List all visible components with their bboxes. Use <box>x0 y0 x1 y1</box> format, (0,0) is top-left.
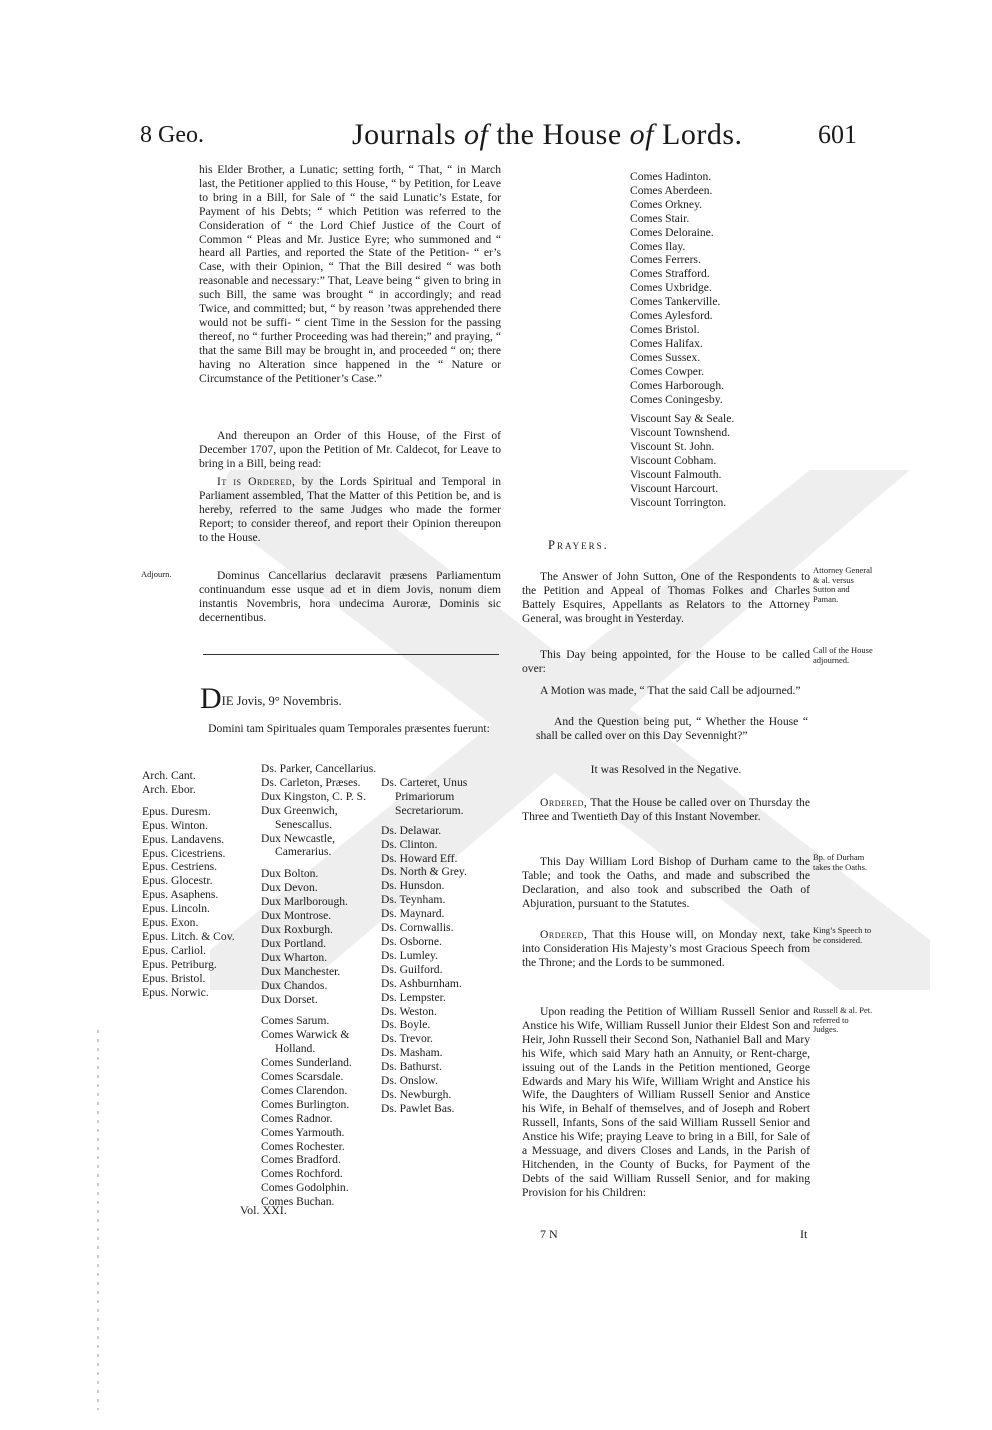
list-item: Ds. Delawar. <box>381 823 442 837</box>
list-item: Viscount Harcourt. <box>630 481 719 495</box>
list-item: Comes Burlington. <box>261 1097 350 1111</box>
list-item: Comes Yarmouth. <box>261 1125 345 1139</box>
list-item: Epus. Exon. <box>142 916 199 930</box>
list-item: Comes Bristol. <box>630 322 700 336</box>
header-title: Journals of the House of Lords. <box>352 118 743 151</box>
list-item: Viscount Townshend. <box>630 426 731 440</box>
list-item: Comes Halifax. <box>630 336 703 350</box>
list-item: Dux Wharton. <box>261 950 328 964</box>
list-item: Viscount Say & Seale. <box>630 412 735 426</box>
list-item: Ds. Howard Eff. <box>381 851 458 865</box>
russell-petition-paragraph: Upon reading the Petition of William Russell Senior and Anstice his Wife, William Russell Junior their Eldest Son and Heir, John Russell their Second Son, Nathaniel Ball and Mary his Wife, which said Mary hath an Annuity, or Rent-charge, issuing out of the Lands in the Petition mentioned, George Edwards and Mary his Wife, William Wright and Anstice his Wife, the Daughters of William Russell Senior and Anstice his Wife, in Behalf of themselves, and of Joseph and Robert Russell, Infants, Sons of the said William Russell Senior and Anstice his Wife; praying Leave to bring in a Bill, for Sale of a Messuage, and divers Closes and Lands, in the Parish of Hitchenden, in the County of Bucks, for Payment of the Debts of the said William Russell Senior, and for making Provision for his Children: <box>522 1005 810 1199</box>
list-item: Viscount Cobham. <box>630 454 717 468</box>
list-item: Comes Orkney. <box>630 197 703 211</box>
list-bishops <box>142 769 260 1000</box>
list-item: Ds. Hunsdon. <box>381 879 445 893</box>
list-item: Arch. Ebor. <box>142 782 196 796</box>
answer-paragraph: The Answer of John Sutton, One of the Respondents to the Petition and Appeal of Thomas Folkes and Charles Battely Esquires, Appellants as Relators to the Attorney General, was brought in Yesterday. <box>522 570 810 625</box>
list-item: Ds. Bathurst. <box>381 1060 442 1074</box>
list-comites-viscounts <box>630 170 790 510</box>
list-item: Ds. Newburgh. <box>381 1087 452 1101</box>
list-item: Dux Greenwich, Senescallus. <box>261 803 338 831</box>
list-item: Comes Deloraine. <box>630 225 714 239</box>
list-item: Dux Bolton. <box>261 867 319 881</box>
list-item: Ds. Carleton, Præses. <box>261 775 361 789</box>
list-item: Ds. Onslow. <box>381 1074 438 1088</box>
list-item: Ds. Cornwallis. <box>381 921 454 935</box>
list-item: Dux Montrose. <box>261 909 332 923</box>
list-item: Comes Stair. <box>630 211 690 225</box>
margin-note-adjourn: Adjourn. <box>141 569 172 579</box>
list-item: Ds. Parker, Cancellarius. <box>261 762 377 775</box>
list-item: Comes Warwick & Holland. <box>261 1028 350 1056</box>
list-item: Comes Harborough. <box>630 378 725 392</box>
list-item: Ds. Pawlet Bas. <box>381 1101 455 1115</box>
list-item: Dux Marlborough. <box>261 895 348 909</box>
list-item: Comes Sarum. <box>261 1014 330 1028</box>
list-item: Comes Cowper. <box>630 364 705 378</box>
present-lords-heading: Domini tam Spirituales quam Temporales præsentes fuerunt: <box>208 722 490 735</box>
list-item: Dux Kingston, C. P. S. <box>261 789 367 803</box>
list-item: Epus. Cestriens. <box>142 860 218 874</box>
adjournment-paragraph: Dominus Cancellarius declaravit præsens Parliamentum continuandum esse usque ad et in diem Jovis, nonum diem instantis Novembris, hora undecima Auroræ, Dominis sic decernentibus. <box>199 569 501 624</box>
ordered-paragraph: It is Ordered, by the Lords Spiritual and Temporal in Parliament assembled, That the Matter of this Petition be, and is hereby, referred to the same Judges who made the former Report; to consider thereof, and report their Opinion thereupon to the House. <box>199 475 501 544</box>
list-item: Epus. Glocestr. <box>142 874 213 888</box>
list-item: Epus. Lincoln. <box>142 902 210 916</box>
section-title-prayers: Prayers. <box>548 538 609 552</box>
list-item: Ds. Masham. <box>381 1046 443 1060</box>
list-item: Dux Devon. <box>261 881 318 895</box>
list-item: Ds. Carteret, Unus Primariorum Secretariorum. <box>381 776 468 817</box>
order-thereupon: And thereupon an Order of this House, of the First of December 1707, upon the Petition of Mr. Caldecot, for Leave to bring in a Bill, being read: <box>199 429 501 470</box>
list-item: Dux Portland. <box>261 936 327 950</box>
day-heading: DIE Jovis, 9° Novembris. <box>200 682 342 715</box>
list-item: Comes Rochford. <box>261 1167 343 1181</box>
list-item: Ds. Lumley. <box>381 948 438 962</box>
list-item: Comes Buchan. <box>261 1195 335 1209</box>
list-item: Ds. Osborne. <box>381 934 442 948</box>
list-item: Comes Rochester. <box>261 1139 345 1153</box>
margin-note-kings-speech: King’s Speech to be considered. <box>813 925 872 945</box>
ordered-call-over: Ordered, That the House be called over on Thursday the Three and Twentieth Day of this Instant November. <box>522 796 810 823</box>
list-item: Ds. Weston. <box>381 1004 437 1018</box>
list-item: Comes Bradford. <box>261 1153 341 1167</box>
kings-speech-paragraph: Ordered, That this House will, on Monday next, take into Consideration His Majesty’s most Gracious Speech from the Throne; and the Lords to be summoned. <box>522 928 810 969</box>
list-item: Comes Clarendon. <box>261 1083 348 1097</box>
question-paragraph: And the Question being put, “ Whether the House “ shall be called over on this Day Sevennight?” <box>536 715 808 742</box>
list-item: Comes Aberdeen. <box>630 183 713 197</box>
list-item: Epus. Winton. <box>142 818 208 832</box>
footer-signature: 7 N <box>540 1227 558 1241</box>
margin-note-russell: Russell & al. Pet. referred to Judges. <box>813 1005 873 1034</box>
list-item: Dux Newcastle, Camerarius. <box>261 831 336 859</box>
margin-note-call: Call of the House adjourned. <box>813 645 873 665</box>
list-item: Comes Godolphin. <box>261 1181 349 1195</box>
header-page-number: 601 <box>818 120 857 149</box>
list-item: Epus. Bristol. <box>142 971 206 985</box>
list-item: Comes Ferrers. <box>630 253 701 267</box>
list-officers-dukes-earls <box>261 762 381 1209</box>
section-rule <box>203 654 499 655</box>
resolved-line: It was Resolved in the Negative. <box>590 763 742 776</box>
list-item: Dux Manchester. <box>261 964 341 978</box>
list-item: Viscount Torrington. <box>630 495 727 509</box>
list-item: Epus. Asaphens. <box>142 888 219 902</box>
list-item: Ds. Teynham. <box>381 893 446 907</box>
margin-note-attorney: Attorney General & al. versus Sutton and Paman. <box>813 565 873 604</box>
scan-edge-marks <box>90 1030 106 1410</box>
margin-note-bishop: Bp. of Durham takes the Oaths. <box>813 852 868 872</box>
list-item: Ds. Clinton. <box>381 837 438 851</box>
footer-volume: Vol. XXI. <box>240 1203 287 1217</box>
petition-quote: his Elder Brother, a Lunatic; setting forth, “ That, “ in March last, the Petitioner applied to this House, “ by Petition, for Leave to bring in a Bill, for Sale of “ the said Lunatic’s Estate, for Payment of his Debts; “ which Petition was referred to the Consideration of “ the Lord Chief Justice of the Court of Common “ Pleas and Mr. Justice Eyre; who summoned and “ heard all Parties, and reported the State of the Petition- “ er’s Case, with their Opinion, “ That the Bill desired “ was both reasonable and necessary:” That, Leave being “ given to bring in such Bill, the same was brought “ in accordingly; and read Twice, and committed; but, “ by reason ’twas apprehended there would not be suffi- “ cient Time in the Session for the passing thereof, no “ further Proceeding was had therein;” and praying, “ that the same Bill may be brought in, and proceeded “ on; there having no Alteration since happened in the “ Nature or Circumstance of the Petitioner’s Case.” <box>199 163 501 385</box>
list-item: Comes Coningesby. <box>630 392 723 406</box>
list-item: Viscount Falmouth. <box>630 468 722 482</box>
list-item: Epus. Norwic. <box>142 985 209 999</box>
list-item: Comes Strafford. <box>630 267 710 281</box>
list-item: Ds. Trevor. <box>381 1032 433 1046</box>
list-item: Comes Aylesford. <box>630 309 713 323</box>
list-item: Epus. Duresm. <box>142 804 211 818</box>
call-over-paragraph: This Day being appointed, for the House to be called over: <box>522 648 810 675</box>
list-item: Ds. Ashburnham. <box>381 976 462 990</box>
header-regnal-year: 8 Geo. <box>140 122 204 148</box>
list-item: Epus. Cicestriens. <box>142 846 226 860</box>
list-item: Comes Radnor. <box>261 1111 333 1125</box>
list-item: Arch. Cant. <box>142 769 196 782</box>
list-item: Epus. Petriburg. <box>142 957 217 971</box>
list-item: Ds. Guilford. <box>381 962 443 976</box>
list-item: Comes Sunderland. <box>261 1056 352 1070</box>
list-item: Ds. Boyle. <box>381 1018 431 1032</box>
list-item: Dux Roxburgh. <box>261 922 333 936</box>
list-item: Epus. Litch. & Cov. <box>142 929 235 943</box>
list-barons <box>381 776 503 1116</box>
bishop-durham-paragraph: This Day William Lord Bishop of Durham came to the Table; and took the Oaths, and made and subscribed the Declaration, and also took and subscribed the Oath of Abjuration, pursuant to the Statutes. <box>522 855 810 910</box>
list-item: Comes Hadinton. <box>630 170 712 183</box>
list-item: Dux Dorset. <box>261 992 318 1006</box>
list-item: Epus. Carliol. <box>142 943 207 957</box>
list-item: Ds. Maynard. <box>381 907 445 921</box>
list-item: Comes Ilay. <box>630 239 686 253</box>
motion-paragraph: A Motion was made, “ That the said Call be adjourned.” <box>540 684 801 697</box>
list-item: Comes Sussex. <box>630 350 701 364</box>
list-item: Comes Scarsdale. <box>261 1070 344 1084</box>
list-item: Ds. Lempster. <box>381 990 446 1004</box>
footer-catchword: It <box>800 1227 808 1241</box>
list-item: Dux Chandos. <box>261 978 328 992</box>
list-item: Epus. Landavens. <box>142 832 225 846</box>
list-item: Comes Uxbridge. <box>630 281 712 295</box>
list-item: Ds. North & Grey. <box>381 865 467 879</box>
list-item: Comes Tankerville. <box>630 295 721 309</box>
list-item: Viscount St. John. <box>630 440 715 454</box>
